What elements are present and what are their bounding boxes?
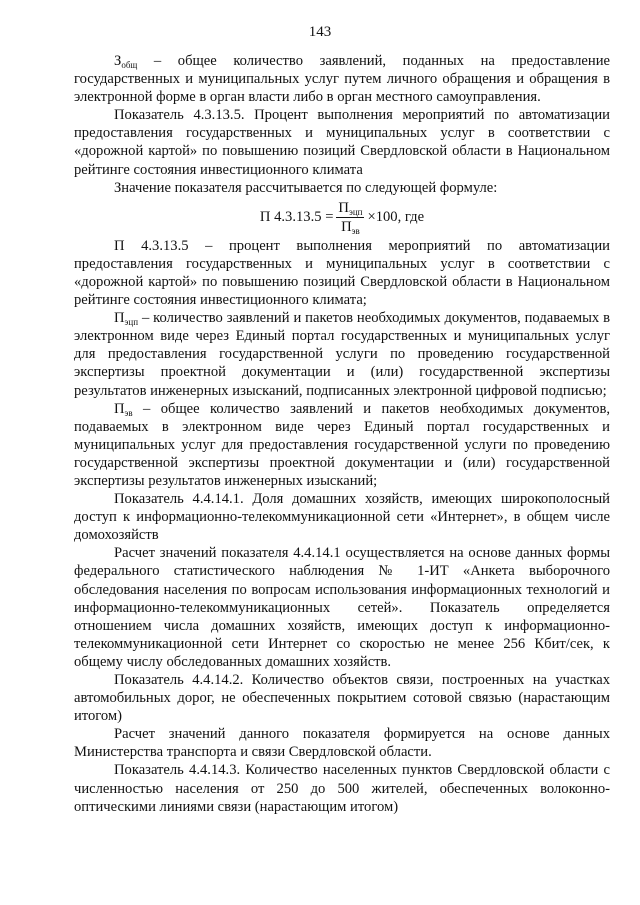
definition-z-total xyxy=(74,52,610,106)
definition-p-4-3-13-5: П 4.3.13.5 – процент выполнения мероприятий по автоматизации предоставления государственных и муниципальных услуг в соответствии с «дорожной картой» по повышению позиций Свердловской области в Национальном рейтинге состояния инвестиционного климата; xyxy=(74,237,610,309)
symbol-subscript: эцп xyxy=(124,317,139,328)
numerator-subscript: эцп xyxy=(348,206,363,217)
symbol: П xyxy=(114,400,125,417)
formula-denominator xyxy=(339,218,362,235)
symbol-subscript: эв xyxy=(124,407,133,418)
denominator-subscript: эв xyxy=(351,225,360,236)
definition-text: – количество заявлений и пакетов необходимых документов, подаваемых в электронном виде через Единый портал государственных и муниципальных услуг для предоставления государственной услуги по проведению государственной экспертизы проектной документации и (или) государственной экспертизы результатов инженерных изысканий, подписанных электронной цифровой подписью; xyxy=(74,310,610,399)
indicator-4-4-14-1-heading: Показатель 4.4.14.1. Доля домашних хозяйств, имеющих широкополосный доступ к информационно-телекоммуникационной сети «Интернет», в общем числе домохозяйств xyxy=(74,491,610,544)
definition-text: – общее количество заявлений, поданных на предоставление государственных и муниципальных услуг путем личного обращения и обращения в электронной форме в орган власти либо в орган местного самоуправления. xyxy=(74,53,610,106)
definition-text: – общее количество заявлений и пакетов необходимых документов, подаваемых в электронном виде через Единый портал государственных и муниципальных услуг для предоставления государственной услуги по проведению государственной экспертизы проектной документации и (или) государственной экспертизы результатов инженерных изысканий; xyxy=(74,400,610,489)
symbol-subscript: общ xyxy=(121,60,138,70)
indicator-4-4-14-1-calculation: Расчет значений показателя 4.4.14.1 осуществляется на основе данных формы федерального статистического наблюдения № 1-ИТ «Анкета выборочного обследования населения по вопросам использования информационных технологий и информационно-телекоммуникационных сетей». Показатель определяется отношением числа домашних хозяйств, имеющих доступ к информационно-телекоммуникационной сети Интернет со скоростью не менее 256 Кбит/сек, к общему числу обследованных домашних хозяйств. xyxy=(74,545,610,670)
indicator-4-4-14-2-heading: Показатель 4.4.14.2. Количество объектов связи, построенных на участках автомобильных дорог, не обеспеченных покрытием сотовой связью (нарастающим итогом) xyxy=(74,672,610,725)
indicator-4-4-14-2-calculation: Расчет значений данного показателя формируется на основе данных Министерства транспорта и связи Свердловской области. xyxy=(74,726,610,761)
page-number: 143 xyxy=(308,24,332,40)
indicator-4-4-14-3-heading: Показатель 4.4.14.3. Количество населенных пунктов Свердловской области с численностью населения от 250 до 500 жителей, обеспеченных волоконно-оптическими линиями связи (нарастающим итогом) xyxy=(74,762,610,815)
formula xyxy=(74,200,610,235)
symbol: П xyxy=(114,310,125,327)
indicator-4-3-13-5-heading: Показатель 4.3.13.5. Процент выполнения мероприятий по автоматизации предоставления государственных и муниципальных услуг в соответствии с «дорожной картой» по повышению позиций Свердловской области в Национальном рейтинге состояния инвестиционного климата xyxy=(74,107,610,178)
formula-lhs: П 4.3.13.5 = xyxy=(259,209,334,226)
formula-intro: Значение показателя рассчитывается по следующей формуле: xyxy=(114,179,498,196)
formula-rhs: ×100, где xyxy=(367,209,425,226)
formula-numerator xyxy=(336,200,364,218)
definition-p-ev xyxy=(74,400,610,490)
formula-fraction xyxy=(336,200,364,235)
denominator-symbol: П xyxy=(341,218,352,235)
symbol: З xyxy=(114,53,122,69)
document-body xyxy=(74,52,610,816)
definition-p-ecp xyxy=(74,309,610,399)
numerator-symbol: П xyxy=(338,199,349,216)
